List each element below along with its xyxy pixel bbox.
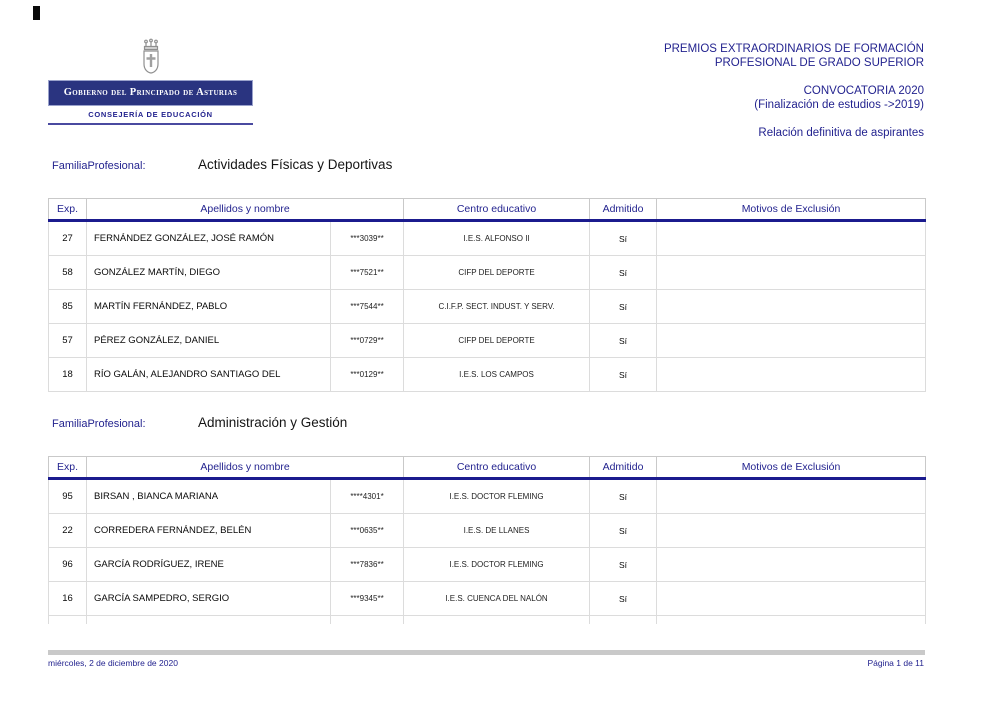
- cutoff-row: [49, 616, 926, 625]
- admitido-cell: Sí: [590, 582, 657, 616]
- centro-cell: I.E.S. DE LLANES: [404, 514, 590, 548]
- centro-cell: I.E.S. DOCTOR FLEMING: [404, 479, 590, 514]
- table-header-row: [49, 457, 926, 479]
- name-cell: GARCÍA SAMPEDRO, SERGIO: [87, 582, 331, 616]
- centro-cell: I.E.S. CUENCA DEL NALÓN: [404, 582, 590, 616]
- name-cell: BIRSAN , BIANCA MARIANA: [87, 479, 331, 514]
- motivos-cell: [657, 358, 926, 392]
- admitido-cell: Sí: [590, 221, 657, 256]
- admitido-cell: Sí: [590, 358, 657, 392]
- exp-cell: 85: [49, 290, 87, 324]
- document-header: [664, 42, 924, 140]
- motivos-cell: [657, 582, 926, 616]
- centro-cell: C.I.F.P. SECT. INDUST. Y SERV.: [404, 290, 590, 324]
- admitido-cell: Sí: [590, 256, 657, 290]
- logo-block: [48, 38, 253, 125]
- column-header-name: Apellidos y nombre: [87, 199, 404, 221]
- motivos-cell: [657, 290, 926, 324]
- column-header-name: Apellidos y nombre: [87, 457, 404, 479]
- masked-id-cell: ***0729**: [331, 324, 404, 358]
- admitido-cell: Sí: [590, 290, 657, 324]
- table-row: [49, 479, 926, 514]
- motivos-cell: [657, 479, 926, 514]
- applicants-table-2: [48, 456, 926, 624]
- government-name: Gobierno del Principado de Asturias: [63, 87, 238, 98]
- convocatoria-line-1: CONVOCATORIA 2020: [803, 85, 924, 97]
- family-name: Actividades Físicas y Deportivas: [198, 157, 393, 172]
- masked-id-cell: ***9345**: [331, 582, 404, 616]
- document-title: [664, 42, 924, 70]
- masked-id-cell: ***7521**: [331, 256, 404, 290]
- exp-cell: 58: [49, 256, 87, 290]
- centro-cell: I.E.S. LOS CAMPOS: [404, 358, 590, 392]
- convocatoria-block: [664, 84, 924, 112]
- table-row: [49, 256, 926, 290]
- department-name: CONSEJERÍA DE EDUCACIÓN: [88, 110, 213, 119]
- logo-underline: [48, 123, 253, 125]
- masked-id-cell: ****4301*: [331, 479, 404, 514]
- section-title-2: [52, 415, 347, 430]
- title-line-2: PROFESIONAL DE GRADO SUPERIOR: [714, 57, 924, 69]
- motivos-cell: [657, 548, 926, 582]
- masked-id-cell: ***0129**: [331, 358, 404, 392]
- motivos-cell: [657, 256, 926, 290]
- document-subtitle: Relación definitiva de aspirantes: [758, 127, 924, 139]
- footer-date: miércoles, 2 de diciembre de 2020: [48, 658, 178, 668]
- column-header-motivos: Motivos de Exclusión: [657, 199, 926, 221]
- asturias-crest-icon: [137, 38, 165, 78]
- section-title-1: [52, 157, 392, 172]
- column-header-centro: Centro educativo: [404, 457, 590, 479]
- table-row: [49, 358, 926, 392]
- table-row: [49, 290, 926, 324]
- table-row: [49, 514, 926, 548]
- motivos-cell: [657, 514, 926, 548]
- table-row: [49, 582, 926, 616]
- masked-id-cell: ***0635**: [331, 514, 404, 548]
- centro-cell: I.E.S. DOCTOR FLEMING: [404, 548, 590, 582]
- centro-cell: I.E.S. ALFONSO II: [404, 221, 590, 256]
- column-header-motivos: Motivos de Exclusión: [657, 457, 926, 479]
- centro-cell: CIFP DEL DEPORTE: [404, 256, 590, 290]
- table-row: [49, 548, 926, 582]
- admitido-cell: Sí: [590, 514, 657, 548]
- column-header-exp: Exp.: [49, 199, 87, 221]
- admitido-cell: Sí: [590, 548, 657, 582]
- name-cell: MARTÍN FERNÁNDEZ, PABLO: [87, 290, 331, 324]
- footer-page-number: Página 1 de 11: [867, 658, 924, 668]
- page-edge-mark: [33, 6, 40, 20]
- convocatoria-line-2: (Finalización de estudios ->2019): [754, 99, 924, 111]
- column-header-centro: Centro educativo: [404, 199, 590, 221]
- admitido-cell: Sí: [590, 324, 657, 358]
- centro-cell: CIFP DEL DEPORTE: [404, 324, 590, 358]
- column-header-exp: Exp.: [49, 457, 87, 479]
- masked-id-cell: ***3039**: [331, 221, 404, 256]
- family-label: FamiliaProfesional:: [52, 160, 146, 172]
- title-line-1: PREMIOS EXTRAORDINARIOS DE FORMACIÓN: [663, 43, 924, 55]
- masked-id-cell: ***7544**: [331, 290, 404, 324]
- exp-cell: 95: [49, 479, 87, 514]
- table-header-row: [49, 199, 926, 221]
- government-name-bar: [48, 80, 253, 106]
- column-header-admitido: Admitido: [590, 199, 657, 221]
- family-label: FamiliaProfesional:: [52, 418, 146, 430]
- exp-cell: 57: [49, 324, 87, 358]
- masked-id-cell: ***7836**: [331, 548, 404, 582]
- family-name: Administración y Gestión: [198, 415, 348, 430]
- table-row: [49, 221, 926, 256]
- applicants-table-1: [48, 198, 926, 392]
- name-cell: PÉREZ GONZÁLEZ, DANIEL: [87, 324, 331, 358]
- exp-cell: 16: [49, 582, 87, 616]
- motivos-cell: [657, 324, 926, 358]
- exp-cell: 22: [49, 514, 87, 548]
- footer-separator: [48, 650, 925, 655]
- table-row: [49, 324, 926, 358]
- name-cell: FERNÁNDEZ GONZÁLEZ, JOSÉ RAMÓN: [87, 221, 331, 256]
- exp-cell: 27: [49, 221, 87, 256]
- exp-cell: 18: [49, 358, 87, 392]
- column-header-admitido: Admitido: [590, 457, 657, 479]
- admitido-cell: Sí: [590, 479, 657, 514]
- motivos-cell: [657, 221, 926, 256]
- name-cell: RÍO GALÁN, ALEJANDRO SANTIAGO DEL: [87, 358, 331, 392]
- name-cell: GARCÍA RODRÍGUEZ, IRENE: [87, 548, 331, 582]
- exp-cell: 96: [49, 548, 87, 582]
- name-cell: GONZÁLEZ MARTÍN, DIEGO: [87, 256, 331, 290]
- name-cell: CORREDERA FERNÁNDEZ, BELÉN: [87, 514, 331, 548]
